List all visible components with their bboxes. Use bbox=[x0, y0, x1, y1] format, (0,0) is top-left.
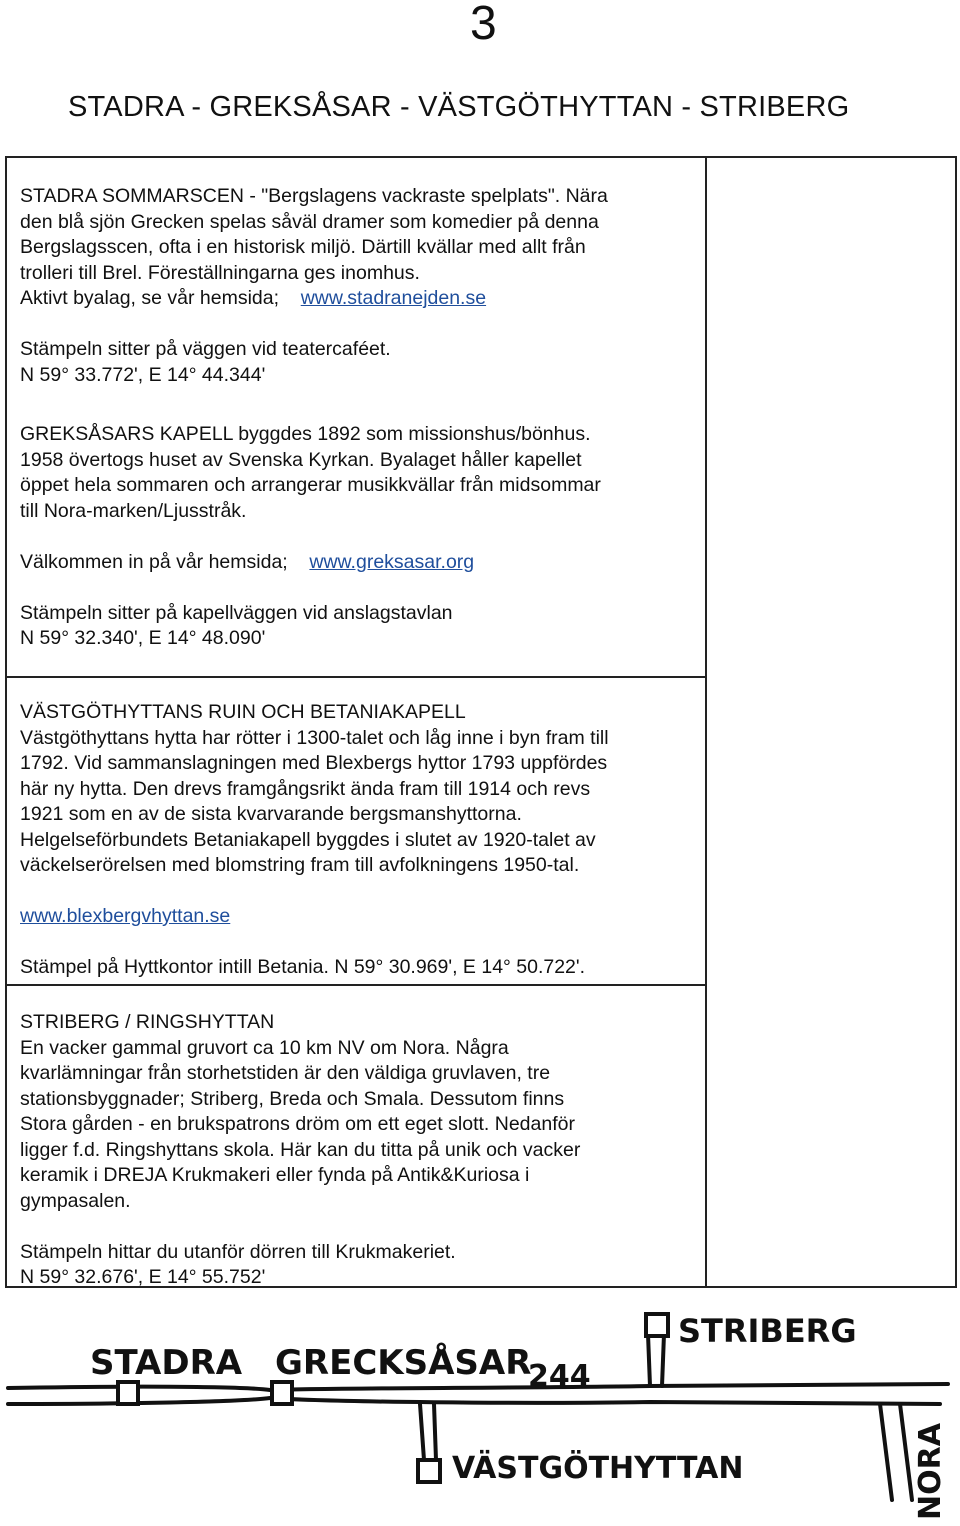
section-striberg bbox=[20, 1010, 700, 1291]
striberg-marker bbox=[646, 1314, 668, 1336]
coordinates: N 59° 33.772', E 14° 44.344' bbox=[20, 363, 266, 386]
text-line: Helgelseförbundets Betaniakapell byggdes i slutet av 1920-talet av bbox=[20, 828, 596, 851]
map-label-stadra: STADRA bbox=[90, 1343, 243, 1383]
section-greksasar bbox=[20, 422, 700, 652]
map-label-striberg: STRIBERG bbox=[678, 1312, 857, 1350]
coordinates: N 59° 32.340', E 14° 48.090' bbox=[20, 627, 266, 649]
coordinates: N 59° 32.676', E 14° 55.752' bbox=[20, 1266, 266, 1288]
text-line: 1921 som en av de sista kvarvarande bergsmanshyttorna. bbox=[20, 803, 522, 825]
stamp-location: Stämpeln sitter på väggen vid teatercaféet. bbox=[20, 338, 391, 360]
map-label-road: 244 bbox=[528, 1359, 591, 1394]
website-prefix: Välkommen in på vår hemsida; bbox=[20, 550, 288, 573]
text-line: Västgöthyttans hytta har rötter i 1300-talet och låg inne i byn fram till bbox=[20, 726, 609, 749]
text-line: den blå sjön Grecken spelas såväl dramer som komedier på denna bbox=[20, 210, 599, 233]
grecksasar-marker bbox=[272, 1382, 292, 1404]
website-line bbox=[20, 550, 700, 576]
vastgothyttan-marker bbox=[418, 1460, 440, 1482]
road-vastgothyttan bbox=[420, 1404, 424, 1460]
section-heading: STRIBERG / RINGSHYTTAN bbox=[20, 1011, 275, 1033]
text-line: GREKSÅSARS KAPELL byggdes 1892 som missionshus/bönhus. bbox=[20, 423, 591, 445]
website-line bbox=[20, 286, 700, 312]
website-link[interactable]: www.blexbergvhyttan.se bbox=[20, 905, 231, 927]
text-line: Stora gården - en brukspatrons dröm om ett eget slott. Nedanför bbox=[20, 1113, 575, 1135]
main-road-lower bbox=[8, 1398, 940, 1404]
road-vastgothyttan-2 bbox=[434, 1404, 436, 1460]
text-line: En vacker gammal gruvort ca 10 km NV om Nora. Några bbox=[20, 1036, 509, 1059]
main-road bbox=[8, 1384, 948, 1390]
text-line: här ny hytta. Den drevs framgångsrikt ända fram till 1914 och revs bbox=[20, 777, 591, 800]
section-stadra bbox=[20, 184, 700, 388]
text-line: 1958 övertogs huset av Svenska Kyrkan. Byalaget håller kapellet bbox=[20, 448, 582, 471]
section-vastgothyttan bbox=[20, 700, 700, 981]
website-link[interactable]: www.stadranejden.se bbox=[300, 287, 487, 309]
text-line: väckelserörelsen med blomstring fram till avfolkningens 1950-tal. bbox=[20, 854, 580, 876]
road-striberg-2 bbox=[662, 1334, 664, 1386]
map-label-grecksasar: GRECKSÅSAR bbox=[275, 1343, 532, 1383]
section-heading: VÄSTGÖTHYTTANS RUIN OCH BETANIAKAPELL bbox=[20, 701, 466, 723]
text-line: trolleri till Brel. Föreställningarna ges inomhus. bbox=[20, 261, 420, 284]
text-line: Bergslagsscen, ofta i en historisk miljö. Därtill kvällar med allt från bbox=[20, 236, 586, 258]
route-map bbox=[0, 1300, 960, 1526]
road-nora-2 bbox=[900, 1404, 912, 1500]
text-line: gympasalen. bbox=[20, 1189, 131, 1212]
road-striberg bbox=[648, 1334, 650, 1386]
section-divider bbox=[5, 984, 707, 986]
map-label-vastgothyttan: VÄSTGÖTHYTTAN bbox=[452, 1451, 744, 1486]
text-line: ligger f.d. Ringshyttans skola. Här kan du titta på unik och vacker bbox=[20, 1138, 581, 1161]
text-line: kvarlämningar från storhetstiden är den väldiga gruvlaven, tre bbox=[20, 1062, 551, 1084]
stamp-location: Stämpel på Hyttkontor intill Betania. N 59° 30.969', E 14° 50.722'. bbox=[20, 956, 586, 978]
text-line: till Nora-marken/Ljusstråk. bbox=[20, 499, 247, 522]
text-line: 1792. Vid sammanslagningen med Blexbergs hyttor 1793 uppfördes bbox=[20, 752, 608, 774]
text-line: keramik i DREJA Krukmakeri eller fynda på Antik&Kuriosa i bbox=[20, 1164, 530, 1186]
map-label-nora: NORA bbox=[913, 1423, 948, 1520]
text-line: stationsbyggnader; Striberg, Breda och Smala. Dessutom finns bbox=[20, 1087, 565, 1110]
stamp-location: Stämpeln sitter på kapellväggen vid anslagstavlan bbox=[20, 601, 453, 624]
road-nora bbox=[880, 1404, 892, 1500]
text-line: öppet hela sommaren och arrangerar musikkvällar från midsommar bbox=[20, 474, 601, 496]
page-number: 3 bbox=[470, 0, 497, 50]
stamp-location: Stämpeln hittar du utanför dörren till Krukmakeriet. bbox=[20, 1240, 456, 1263]
website-prefix: Aktivt byalag, se vår hemsida; bbox=[20, 287, 280, 309]
stamp-column-frame bbox=[705, 156, 957, 1288]
page-title: STADRA - GREKSÅSAR - VÄSTGÖTHYTTAN - STRIBERG bbox=[68, 91, 850, 123]
text-line: STADRA SOMMARSCEN - "Bergslagens vackraste spelplats". Nära bbox=[20, 185, 608, 207]
stadra-marker bbox=[118, 1382, 138, 1404]
website-link[interactable]: www.greksasar.org bbox=[309, 550, 475, 573]
section-divider bbox=[5, 676, 707, 678]
